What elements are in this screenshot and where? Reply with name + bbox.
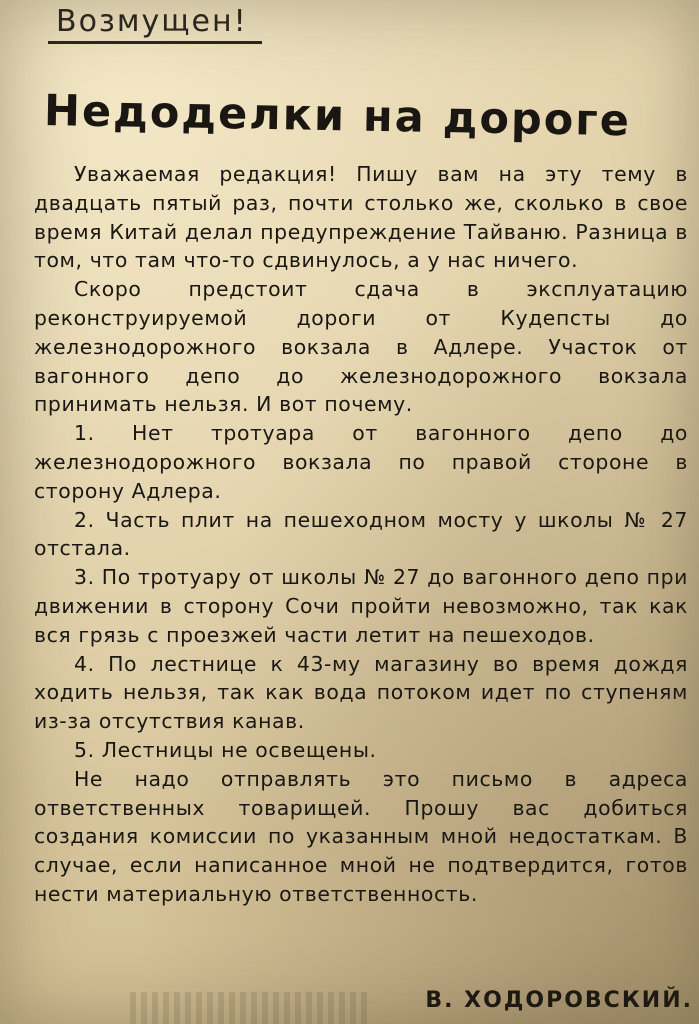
rubric-label: Возмущен! xyxy=(48,4,262,44)
print-bleed-through xyxy=(130,992,370,1024)
paragraph: Скоро предстоит сдача в эксплуатацию реконструируемой дороги от Кудепсты до железнодорожного вокзала в Адлере. Участок от вагонного депо до железнодорожного вокзала принимать нельзя. И вот почему. xyxy=(34,277,688,417)
list-item: 5. Лестницы не освещены. xyxy=(74,737,377,762)
list-item: 1. Нет тротуара от вагонного депо до железнодорожного вокзала по правой стороне в сторону Адлера. xyxy=(34,421,688,503)
paragraph: Не надо отправлять это письмо в адреса ответственных товарищей. Прошу вас добиться создания комиссии по указанным мной недостаткам. В случае, если написанное мной не подтвердится, готов нести материальную ответственность. xyxy=(34,766,688,906)
article-headline: Недоделки на дороге xyxy=(43,86,632,147)
paragraph: Уважаемая редакция! Пишу вам на эту тему в двадцать пятый раз, почти столько же, сколько в свое время Китай делал предупреждение Тайваню. Разница в том, что там что-то сдвинулось, а у нас ничего. xyxy=(34,162,688,273)
article-body xyxy=(34,160,688,909)
list-item: 3. По тротуару от школы № 27 до вагонного депо при движении в сторону Сочи пройти невозможно, так как вся грязь с проезжей части летит на пешеходов. xyxy=(34,565,688,647)
list-item: 4. По лестнице к 43-му магазину во время дождя ходить нельзя, так как вода потоком идет по ступеням из-за отсутствия канав. xyxy=(34,651,688,734)
author-signature: В. ХОДОРОВСКИЙ. xyxy=(425,988,693,1013)
list-item: 2. Часть плит на пешеходном мосту у школы № 27 отстала. xyxy=(34,507,688,561)
